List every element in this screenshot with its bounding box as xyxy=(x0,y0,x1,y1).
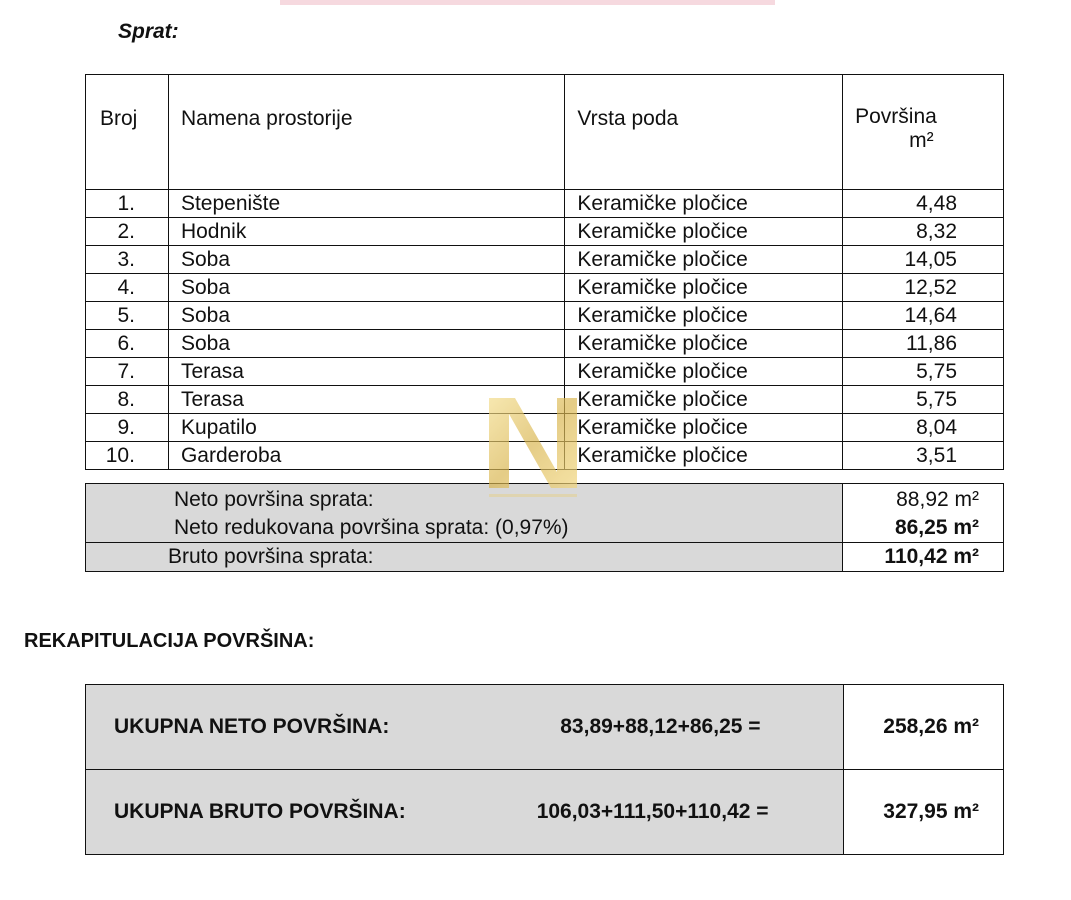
row-floor-type: Keramičke pločice xyxy=(565,358,843,386)
row-area: 5,75 xyxy=(843,386,1004,414)
row-room-name: Soba xyxy=(168,330,564,358)
row-area: 3,51 xyxy=(843,442,1004,470)
header-number: Broj xyxy=(86,75,169,190)
table-row xyxy=(86,302,1004,330)
recap-gross-label: UKUPNA BRUTO POVRŠINA: xyxy=(114,800,406,823)
top-decorative-strip xyxy=(280,0,775,5)
row-number: 10. xyxy=(86,442,169,470)
row-room-name: Stepenište xyxy=(168,190,564,218)
row-room-name: Kupatilo xyxy=(168,414,564,442)
row-floor-type: Keramičke pločice xyxy=(565,302,843,330)
row-room-name: Terasa xyxy=(168,386,564,414)
row-number: 9. xyxy=(86,414,169,442)
table-row xyxy=(86,246,1004,274)
net-area-value: 88,92 m² xyxy=(896,488,979,511)
row-floor-type: Keramičke pločice xyxy=(565,330,843,358)
floor-summary-table xyxy=(85,483,1004,572)
net-area-label: Neto površina sprata: xyxy=(174,488,374,511)
recap-net-cell xyxy=(86,685,844,770)
gross-summary-row xyxy=(86,543,1004,572)
row-area: 14,05 xyxy=(843,246,1004,274)
net-summary-row xyxy=(86,484,1004,543)
table-row xyxy=(86,414,1004,442)
gross-area-value: 110,42 m² xyxy=(843,543,1004,572)
net-summary-labels xyxy=(86,484,843,543)
row-area: 5,75 xyxy=(843,358,1004,386)
row-area: 8,04 xyxy=(843,414,1004,442)
row-floor-type: Keramičke pločice xyxy=(565,274,843,302)
row-area: 12,52 xyxy=(843,274,1004,302)
recap-net-formula: 83,89+88,12+86,25 = xyxy=(560,715,761,738)
row-area: 14,64 xyxy=(843,302,1004,330)
table-row xyxy=(86,442,1004,470)
row-floor-type: Keramičke pločice xyxy=(565,190,843,218)
row-room-name: Soba xyxy=(168,302,564,330)
gross-area-label: Bruto površina sprata: xyxy=(86,543,843,572)
row-number: 5. xyxy=(86,302,169,330)
recap-gross-total: 327,95 m² xyxy=(843,770,1003,855)
header-floor-type: Vrsta poda xyxy=(565,75,843,190)
row-room-name: Garderoba xyxy=(168,442,564,470)
net-summary-values xyxy=(843,484,1004,543)
recap-net-total: 258,26 m² xyxy=(843,685,1003,770)
header-room-purpose: Namena prostorije xyxy=(168,75,564,190)
row-area: 4,48 xyxy=(843,190,1004,218)
table-row xyxy=(86,358,1004,386)
row-room-name: Soba xyxy=(168,274,564,302)
row-floor-type: Keramičke pločice xyxy=(565,246,843,274)
reduced-net-area-label: Neto redukovana površina sprata: (0,97%) xyxy=(174,516,569,539)
row-number: 1. xyxy=(86,190,169,218)
row-area: 11,86 xyxy=(843,330,1004,358)
header-area-unit: m² xyxy=(909,129,934,152)
row-number: 3. xyxy=(86,246,169,274)
recap-title: REKAPITULACIJA POVRŠINA: xyxy=(24,630,315,652)
table-row xyxy=(86,218,1004,246)
recap-net-label: UKUPNA NETO POVRŠINA: xyxy=(114,715,390,738)
rooms-table xyxy=(85,74,1004,470)
row-room-name: Hodnik xyxy=(168,218,564,246)
table-row xyxy=(86,190,1004,218)
recap-table xyxy=(85,684,1004,855)
row-room-name: Terasa xyxy=(168,358,564,386)
row-number: 4. xyxy=(86,274,169,302)
table-row xyxy=(86,274,1004,302)
header-area-label: Površina xyxy=(855,105,937,128)
row-area: 8,32 xyxy=(843,218,1004,246)
row-room-name: Soba xyxy=(168,246,564,274)
header-area xyxy=(843,75,1004,190)
rooms-table-header xyxy=(86,75,1004,190)
row-floor-type: Keramičke pločice xyxy=(565,386,843,414)
row-floor-type: Keramičke pločice xyxy=(565,218,843,246)
table-row xyxy=(86,386,1004,414)
recap-gross-formula: 106,03+111,50+110,42 = xyxy=(536,800,769,823)
row-number: 8. xyxy=(86,386,169,414)
table-row xyxy=(86,330,1004,358)
row-floor-type: Keramičke pločice xyxy=(565,442,843,470)
section-title: Sprat: xyxy=(118,20,179,43)
recap-gross-row xyxy=(86,770,1004,855)
row-number: 2. xyxy=(86,218,169,246)
reduced-net-area-value: 86,25 m² xyxy=(894,516,979,539)
row-floor-type: Keramičke pločice xyxy=(565,414,843,442)
recap-net-row xyxy=(86,685,1004,770)
row-number: 7. xyxy=(86,358,169,386)
recap-gross-cell xyxy=(86,770,844,855)
row-number: 6. xyxy=(86,330,169,358)
